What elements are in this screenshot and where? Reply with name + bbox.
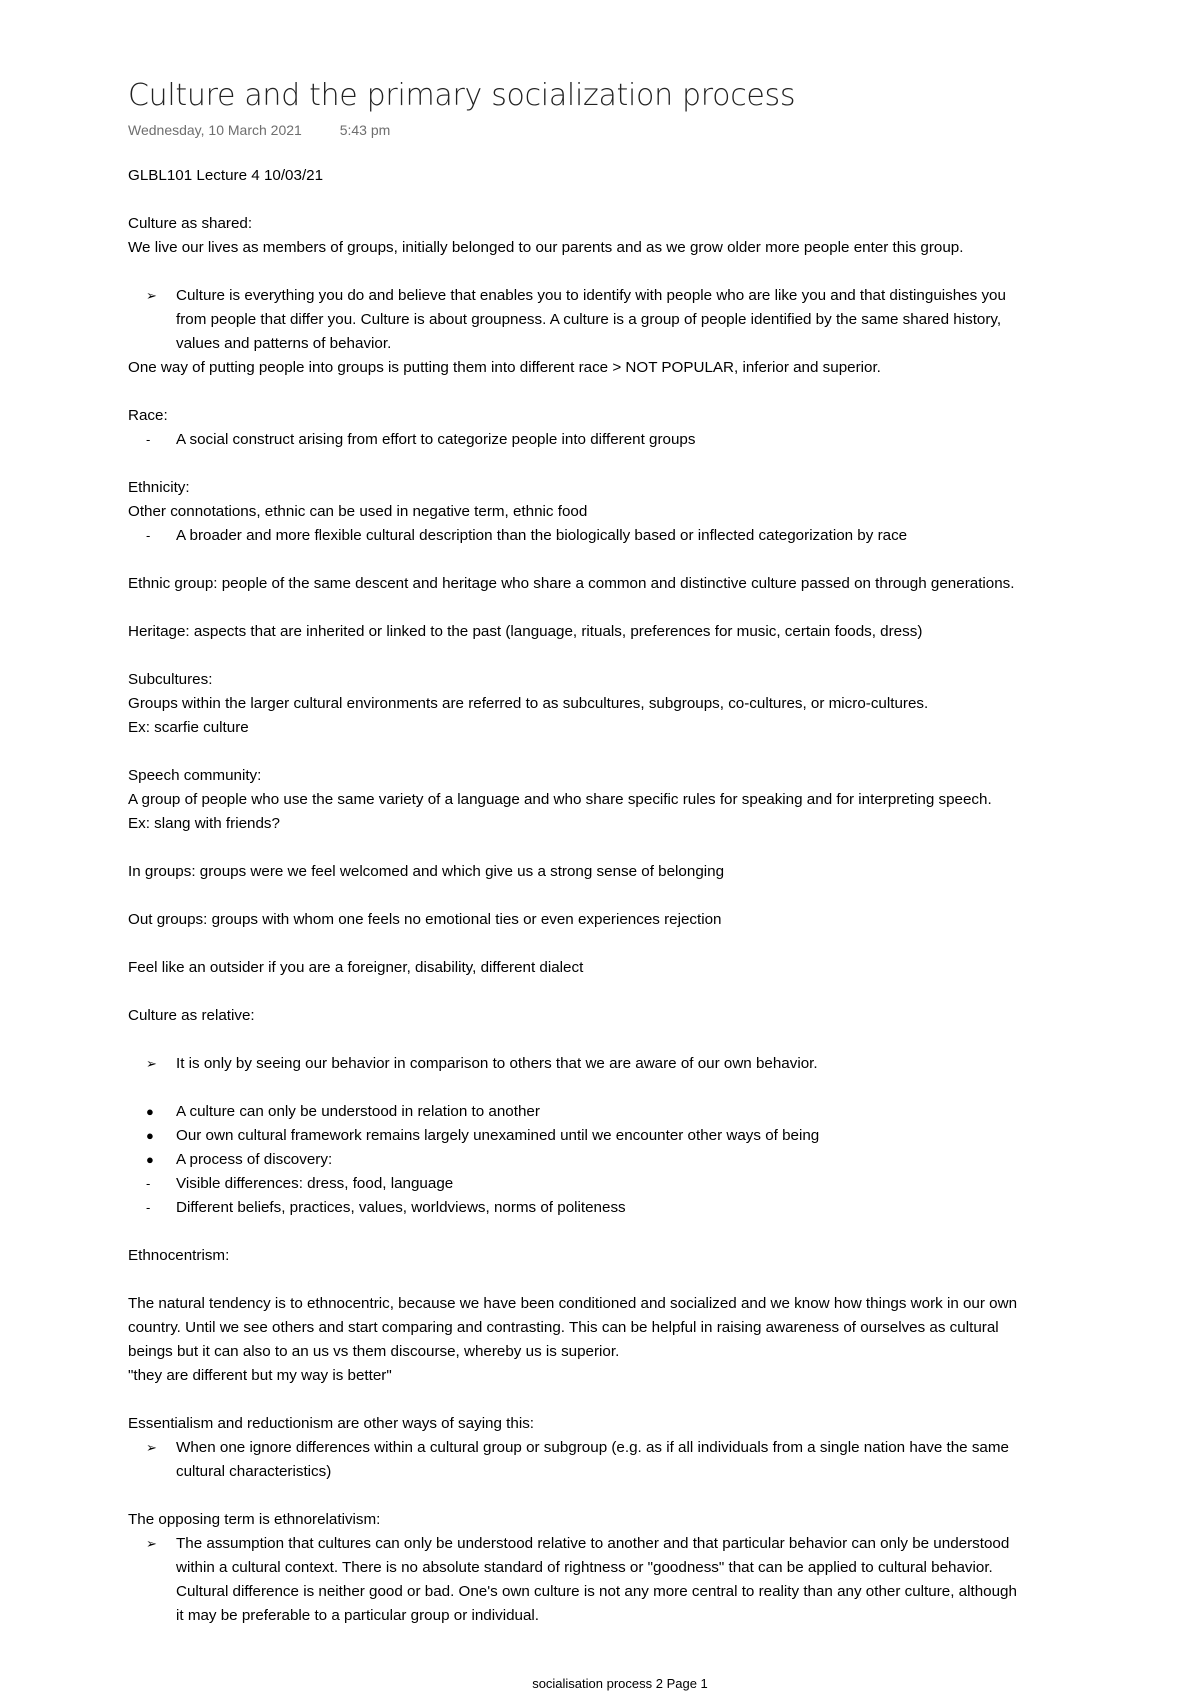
arrow-bullet-icon: ➢ <box>146 1440 157 1455</box>
blank-line <box>128 884 1188 908</box>
list-item <box>128 524 1188 548</box>
line-text: A culture can only be understood in relation to another <box>176 1103 540 1120</box>
text-line <box>128 812 1188 836</box>
blank-line <box>128 1268 1188 1292</box>
line-text: In groups: groups were we feel welcomed and which give us a strong sense of belonging <box>128 863 725 880</box>
list-item <box>128 1532 1188 1556</box>
note-body[interactable] <box>128 164 1188 1628</box>
line-text: When one ignore differences within a cultural group or subgroup (e.g. as if all individuals from a single nation have the same <box>176 1439 1009 1456</box>
text-line <box>128 1340 1188 1364</box>
line-text: Our own cultural framework remains largely unexamined until we encounter other ways of being <box>176 1127 820 1144</box>
line-text: Ethnocentrism: <box>128 1247 230 1264</box>
line-text: Essentialism and reductionism are other ways of saying this: <box>128 1415 535 1432</box>
dot-bullet-icon: ● <box>146 1128 154 1143</box>
text-line <box>128 620 1188 644</box>
text-line <box>128 404 1188 428</box>
blank-line <box>128 548 1188 572</box>
text-line <box>128 860 1188 884</box>
blank-line <box>128 596 1188 620</box>
line-text: country. Until we see others and start comparing and contrasting. This can be helpful in raising awareness of ourselves as cultural <box>128 1319 999 1336</box>
list-item <box>128 1604 1188 1628</box>
line-text: It is only by seeing our behavior in comparison to others that we are aware of our own behavior. <box>176 1055 818 1072</box>
text-line <box>128 164 1188 188</box>
line-text: Ex: scarfie culture <box>128 719 249 736</box>
text-line <box>128 1292 1188 1316</box>
dot-bullet-icon: ● <box>146 1152 154 1167</box>
line-text: Feel like an outsider if you are a foreigner, disability, different dialect <box>128 959 584 976</box>
text-line <box>128 1316 1188 1340</box>
page-time: 5:43 pm <box>339 122 391 138</box>
list-item <box>128 332 1188 356</box>
dash-bullet-icon: - <box>146 432 151 447</box>
line-text: One way of putting people into groups is putting them into different race > NOT POPULAR, inferior and superior. <box>128 359 881 376</box>
list-item <box>128 1100 1188 1124</box>
line-text: Different beliefs, practices, values, worldviews, norms of politeness <box>176 1199 626 1216</box>
list-item <box>128 1052 1188 1076</box>
list-item <box>128 1580 1188 1604</box>
blank-line <box>128 452 1188 476</box>
text-line <box>128 692 1188 716</box>
list-item <box>128 308 1188 332</box>
line-text: Culture as shared: <box>128 215 253 232</box>
text-line <box>128 476 1188 500</box>
blank-line <box>128 188 1188 212</box>
text-line <box>128 1004 1188 1028</box>
text-line <box>128 500 1188 524</box>
text-line <box>128 956 1188 980</box>
line-text: Culture is everything you do and believe that enables you to identify with people who are like you and that distinguishes you <box>176 287 1006 304</box>
line-text: Cultural difference is neither good or bad. One's own culture is not any more central to reality than any other culture, although <box>176 1583 1017 1600</box>
blank-line <box>128 1220 1188 1244</box>
blank-line <box>128 644 1188 668</box>
dash-bullet-icon: - <box>146 1176 151 1191</box>
line-text: Speech community: <box>128 767 262 784</box>
line-text: A broader and more flexible cultural description than the biologically based or inflected categorization by race <box>176 527 908 544</box>
line-text: Visible differences: dress, food, language <box>176 1175 454 1192</box>
list-item <box>128 1460 1188 1484</box>
text-line <box>128 764 1188 788</box>
list-item <box>128 284 1188 308</box>
line-text: Out groups: groups with whom one feels no emotional ties or even experiences rejection <box>128 911 722 928</box>
line-text: values and patterns of behavior. <box>176 335 392 352</box>
line-text: Ethnicity: <box>128 479 190 496</box>
page-meta <box>128 122 1188 144</box>
line-text: Subcultures: <box>128 671 213 688</box>
blank-line <box>128 260 1188 284</box>
line-text: Other connotations, ethnic can be used in negative term, ethnic food <box>128 503 588 520</box>
line-text: The natural tendency is to ethnocentric, because we have been conditioned and socialized and we know how things work in our own <box>128 1295 1018 1312</box>
page-title: Culture and the primary socialization process <box>128 78 796 113</box>
line-text: Race: <box>128 407 168 424</box>
blank-line <box>128 740 1188 764</box>
blank-line <box>128 1388 1188 1412</box>
list-item <box>128 1436 1188 1460</box>
line-text: it may be preferable to a particular group or individual. <box>176 1607 540 1624</box>
line-text: The opposing term is ethnorelativism: <box>128 1511 381 1528</box>
line-text: "they are different but my way is better" <box>128 1367 392 1384</box>
page-date: Wednesday, 10 March 2021 <box>128 122 302 138</box>
line-text: The assumption that cultures can only be understood relative to another and that particular behavior can only be understood <box>176 1535 1010 1552</box>
text-line <box>128 212 1188 236</box>
line-text: We live our lives as members of groups, initially belonged to our parents and as we grow older more people enter this group. <box>128 239 964 256</box>
line-text: Groups within the larger cultural environments are referred to as subcultures, subgroups, co-cultures, or micro-cultures. <box>128 695 929 712</box>
blank-line <box>128 980 1188 1004</box>
list-item <box>128 1148 1188 1172</box>
blank-line <box>128 1028 1188 1052</box>
blank-line <box>128 836 1188 860</box>
list-item <box>128 428 1188 452</box>
line-text: A social construct arising from effort to categorize people into different groups <box>176 431 696 448</box>
text-line <box>128 1412 1188 1436</box>
line-text: within a cultural context. There is no absolute standard of rightness or "goodness" that can be applied to cultural behavior. <box>176 1559 993 1576</box>
text-line <box>128 1508 1188 1532</box>
blank-line <box>128 1076 1188 1100</box>
line-text: from people that differ you. Culture is about groupness. A culture is a group of people identified by the same shared history, <box>176 311 1002 328</box>
line-text: GLBL101 Lecture 4 10/03/21 <box>128 167 324 184</box>
arrow-bullet-icon: ➢ <box>146 1056 157 1071</box>
text-line <box>128 908 1188 932</box>
list-item <box>128 1556 1188 1580</box>
blank-line <box>128 380 1188 404</box>
list-item <box>128 1196 1188 1220</box>
line-text: Ethnic group: people of the same descent and heritage who share a common and distinctive culture passed on through generations. <box>128 575 1015 592</box>
dot-bullet-icon: ● <box>146 1104 154 1119</box>
line-text: beings but it can also to an us vs them discourse, whereby us is superior. <box>128 1343 620 1360</box>
blank-line <box>128 932 1188 956</box>
text-line <box>128 1364 1188 1388</box>
line-text: Heritage: aspects that are inherited or linked to the past (language, rituals, preferences for music, certain foods, dress) <box>128 623 923 640</box>
line-text: Ex: slang with friends? <box>128 815 280 832</box>
text-line <box>128 716 1188 740</box>
text-line <box>128 1244 1188 1268</box>
page-footer: socialisation process 2 Page 1 <box>532 1676 708 1691</box>
note-page <box>128 72 1188 1628</box>
text-line <box>128 572 1188 596</box>
line-text: A process of discovery: <box>176 1151 333 1168</box>
dash-bullet-icon: - <box>146 528 151 543</box>
arrow-bullet-icon: ➢ <box>146 1536 157 1551</box>
text-line <box>128 356 1188 380</box>
text-line <box>128 236 1188 260</box>
blank-line <box>128 1484 1188 1508</box>
list-item <box>128 1124 1188 1148</box>
line-text: A group of people who use the same variety of a language and who share specific rules for speaking and for interpreting speech. <box>128 791 992 808</box>
text-line <box>128 668 1188 692</box>
list-item <box>128 1172 1188 1196</box>
arrow-bullet-icon: ➢ <box>146 288 157 303</box>
line-text: Culture as relative: <box>128 1007 255 1024</box>
dash-bullet-icon: - <box>146 1200 151 1215</box>
line-text: cultural characteristics) <box>176 1463 332 1480</box>
text-line <box>128 788 1188 812</box>
